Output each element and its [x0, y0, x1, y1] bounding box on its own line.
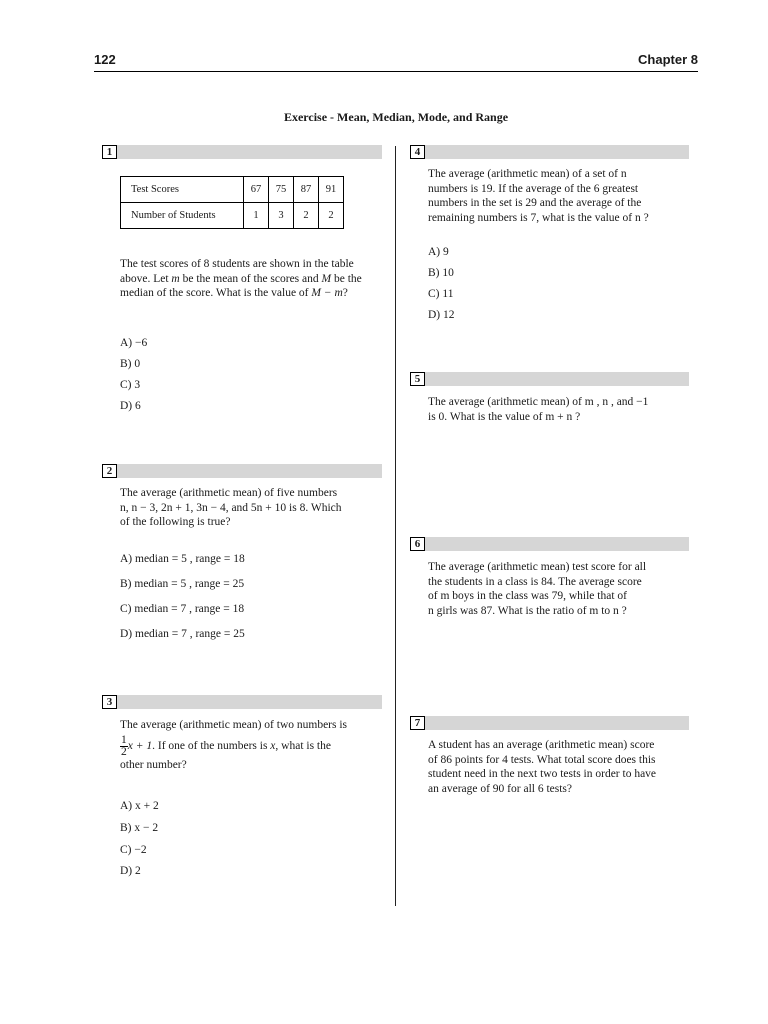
table-row — [121, 203, 344, 229]
table-cell: 1 — [244, 203, 269, 229]
question-number: 4 — [410, 145, 425, 159]
question-number: 5 — [410, 372, 425, 386]
question-3-text: The average (arithmetic mean) of two numbers is $\frac{1}{2}$ x + 1. If one of the numbers is x, what is the other number? — [120, 719, 348, 771]
choice-b[interactable]: B) 0 — [120, 358, 141, 370]
table-cell: 91 — [319, 177, 344, 203]
question-2-header — [102, 464, 382, 478]
question-number: 3 — [102, 695, 117, 709]
choice-c[interactable]: C) 3 — [120, 379, 141, 391]
question-7-header — [410, 716, 689, 730]
choice-c[interactable]: C) −2 — [120, 844, 147, 856]
choice-a[interactable]: A) 9 — [428, 246, 449, 258]
question-6-header — [410, 537, 689, 551]
question-5-header — [410, 372, 689, 386]
choice-d[interactable]: D) 6 — [120, 400, 141, 412]
choice-a[interactable]: A) median = 5 , range = 18 — [120, 553, 245, 565]
choice-a[interactable]: A) −6 — [120, 337, 148, 349]
page-number: 122 — [94, 52, 116, 67]
question-1-header — [102, 145, 382, 159]
choice-d[interactable]: D) 12 — [428, 309, 455, 321]
question-2-text: The average (arithmetic mean) of five numbers n, n − 3, 2n + 1, 3n − 4, and 5n + 10 is 8. Which of the following is true? — [120, 487, 342, 528]
table-cell: 87 — [294, 177, 319, 203]
table-cell: 67 — [244, 177, 269, 203]
choice-b[interactable]: B) x − 2 — [120, 822, 159, 834]
question-7-text: A student has an average (arithmetic mean) score of 86 points for 4 tests. What total score does this student need in the next two tests in order to have an average of 90 for all 6 tests? — [428, 739, 657, 795]
question-1-text: The test scores of 8 students are shown in the table above. Let m be the mean of the scores and M be the median of the score. What is the value of M − m? — [120, 258, 362, 299]
choice-c[interactable]: C) median = 7 , range = 18 — [120, 603, 245, 615]
question-6-text: The average (arithmetic mean) test score for all the students in a class is 84. The average score of m boys in the class was 79, while that of n girls was 87. What is the ratio of m to n ? — [428, 561, 647, 617]
table-row — [121, 177, 344, 203]
question-5-text: The average (arithmetic mean) of m , n , and −1 is 0. What is the value of m + n ? — [428, 396, 649, 423]
question-3-header — [102, 695, 382, 709]
header-rule — [94, 71, 698, 72]
table-cell: 2 — [319, 203, 344, 229]
question-4-header — [410, 145, 689, 159]
row-label: Test Scores — [121, 177, 244, 203]
table-cell: 2 — [294, 203, 319, 229]
question-number: 1 — [102, 145, 117, 159]
column-divider — [395, 146, 396, 906]
choice-c[interactable]: C) 11 — [428, 288, 454, 300]
chapter-title: Chapter 8 — [638, 52, 698, 67]
choice-d[interactable]: D) 2 — [120, 865, 141, 877]
exercise-title: Exercise - Mean, Median, Mode, and Range — [283, 110, 509, 124]
question-number: 7 — [410, 716, 425, 730]
table-cell: 75 — [269, 177, 294, 203]
table-cell: 3 — [269, 203, 294, 229]
choice-a[interactable]: A) x + 2 — [120, 800, 159, 812]
choice-b[interactable]: B) 10 — [428, 267, 454, 279]
row-label: Number of Students — [121, 203, 244, 229]
fraction: $\frac{1}{2}$ — [121, 733, 127, 758]
choice-b[interactable]: B) median = 5 , range = 25 — [120, 578, 245, 590]
choice-d[interactable]: D) median = 7 , range = 25 — [120, 628, 245, 640]
question-number: 2 — [102, 464, 117, 478]
question-number: 6 — [410, 537, 425, 551]
test-scores-table — [120, 176, 344, 229]
question-4-text: The average (arithmetic mean) of a set of n numbers is 19. If the average of the 6 greatest numbers in the set is 29 and the average of the remaining numbers is 7, what is the value of n ? — [428, 168, 649, 224]
